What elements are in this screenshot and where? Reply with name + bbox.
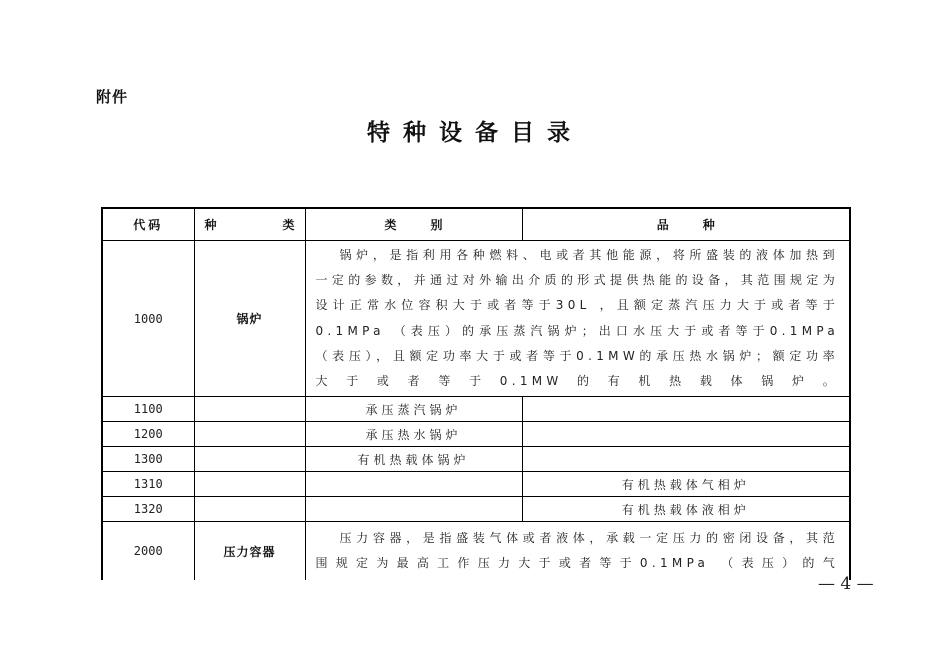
table-row (102, 241, 850, 397)
row-variety: 有机热载体气相炉 (522, 472, 850, 497)
row-code: 2000 (102, 522, 194, 581)
row-kind-empty (194, 447, 305, 472)
header-variety-char-2: 种 (702, 218, 715, 232)
special-equipment-catalog-table (101, 207, 851, 580)
row-description (305, 522, 850, 581)
row-kind-empty (194, 497, 305, 522)
row-code: 1200 (102, 422, 194, 447)
row-kind-empty (194, 397, 305, 422)
row-kind: 压力容器 (194, 522, 305, 581)
table-header-row (102, 208, 850, 241)
table-row (102, 422, 850, 447)
header-kind-char-1: 种 (204, 218, 217, 232)
header-kind-char-2: 类 (282, 218, 295, 232)
pressure-vessel-definition-text: 压力容器，是指盛装气体或者液体，承载一定压力的密闭设备，其范围规定为最高工作压力大于或者等于0.1MPa （表压）的气 (315, 531, 839, 571)
header-category-char-2: 别 (430, 218, 443, 232)
page-number: — 4 — (818, 574, 874, 594)
header-kind (194, 208, 305, 241)
header-category (305, 208, 522, 241)
row-kind-empty (194, 422, 305, 447)
table-row (102, 397, 850, 422)
row-code: 1310 (102, 472, 194, 497)
row-variety: 有机热载体液相炉 (522, 497, 850, 522)
row-variety (522, 447, 850, 472)
row-category: 有机热载体锅炉 (305, 447, 522, 472)
row-variety (522, 422, 850, 447)
row-code: 1320 (102, 497, 194, 522)
row-code: 1100 (102, 397, 194, 422)
table-row (102, 497, 850, 522)
header-category-char-1: 类 (384, 218, 397, 232)
row-variety (522, 397, 850, 422)
row-code: 1300 (102, 447, 194, 472)
boiler-definition-text: 锅炉，是指利用各种燃料、电或者其他能源，将所盛装的液体加热到一定的参数，并通过对外输出介质的形式提供热能的设备，其范围规定为设计正常水位容积大于或者等于30L ，且额定蒸汽压力大于或者等于0.1MPa （表压）的承压蒸汽锅炉；出口水压大于或者等于0.1MPa （表压），且额定功率大于或者等于0.1MW的承压热水锅炉；额定功率大于或者等于0.1MW的有机热载体锅炉。 (315, 248, 839, 389)
header-code: 代码 (102, 208, 194, 241)
row-description (305, 241, 850, 397)
header-variety-char-1: 品 (656, 218, 669, 232)
table-row (102, 447, 850, 472)
row-kind: 锅炉 (194, 241, 305, 397)
row-kind-empty (194, 472, 305, 497)
table-row (102, 522, 850, 581)
annex-label: 附件 (96, 88, 129, 106)
header-variety (522, 208, 850, 241)
row-category: 承压蒸汽锅炉 (305, 397, 522, 422)
table-row (102, 472, 850, 497)
row-category (305, 472, 522, 497)
row-category: 承压热水锅炉 (305, 422, 522, 447)
row-category (305, 497, 522, 522)
row-code: 1000 (102, 241, 194, 397)
document-title: 特种设备目录 (367, 119, 583, 146)
